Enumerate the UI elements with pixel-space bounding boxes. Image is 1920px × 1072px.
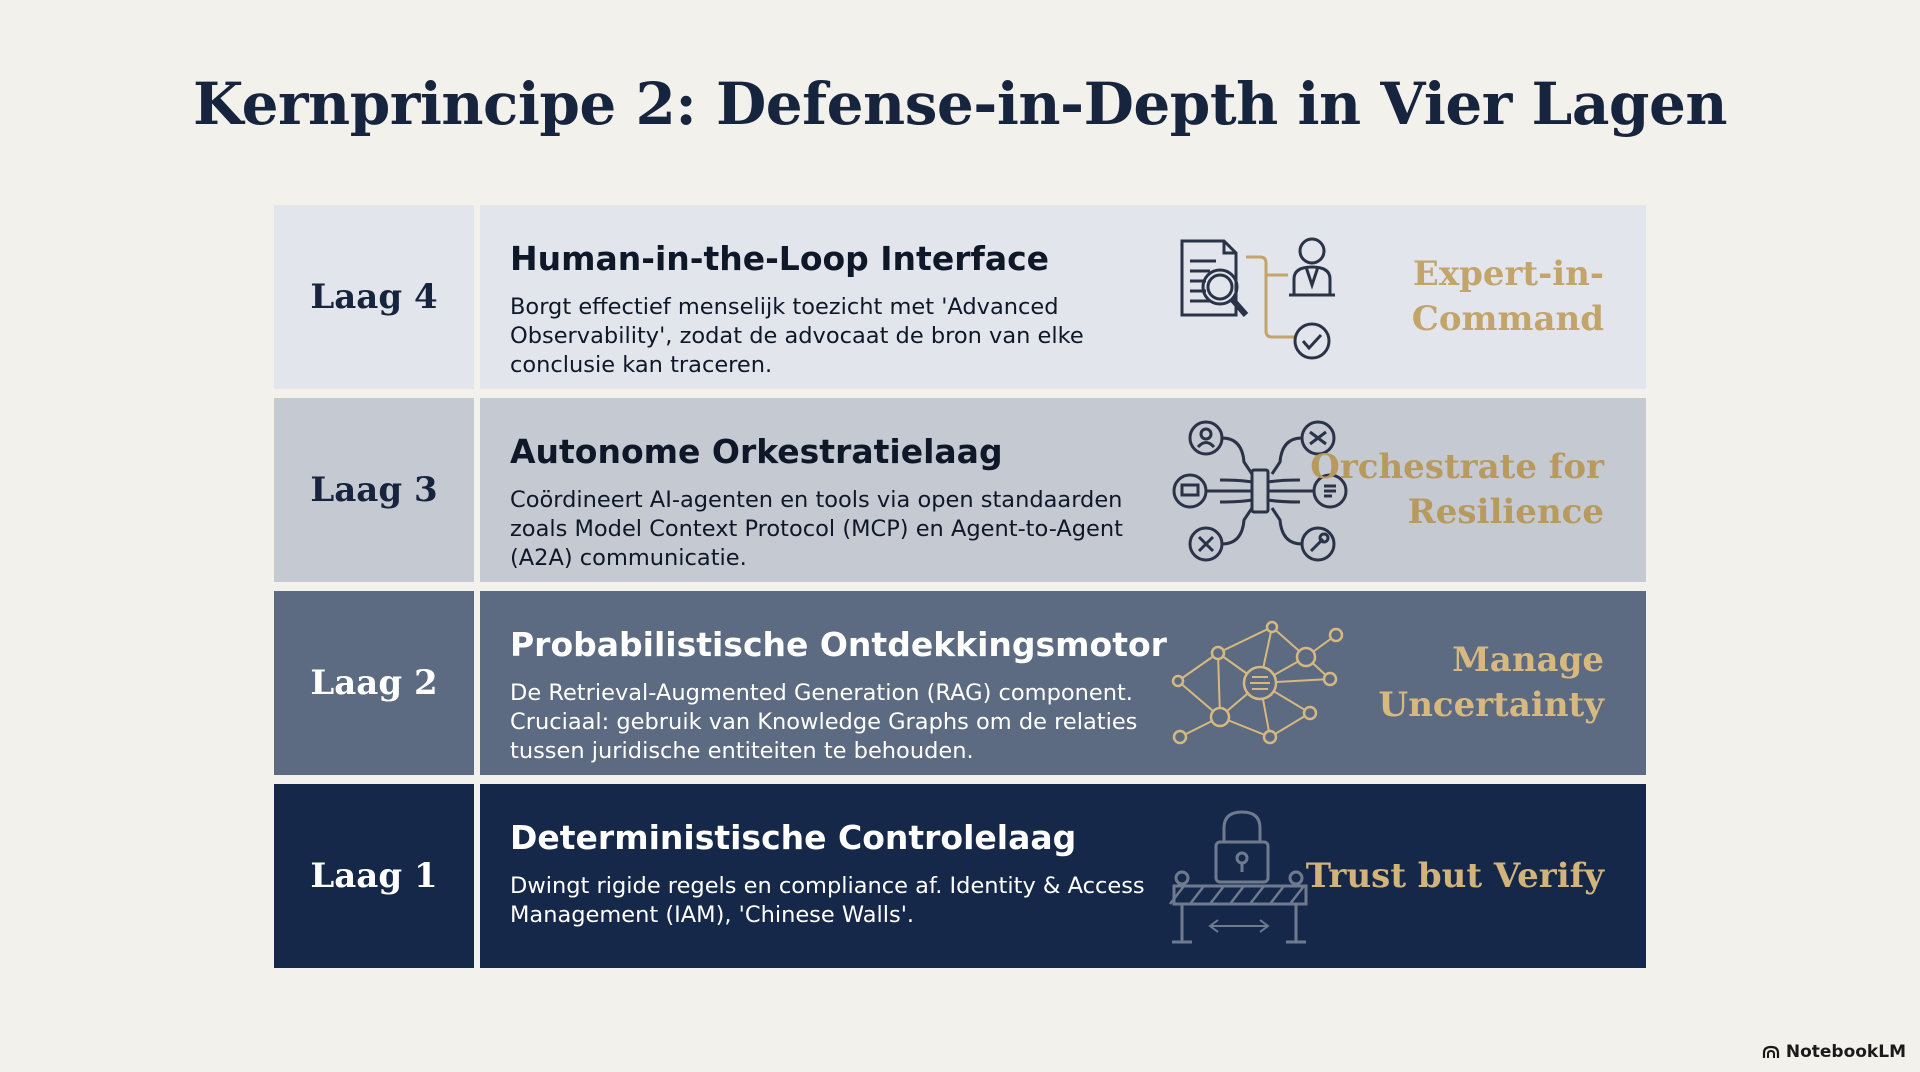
layer-description: Coördineert AI-agenten en tools via open standaarden zoals Model Context Protocol (MCP) en Agent-to-Agent (A2A) communicatie. xyxy=(510,487,1123,571)
layer-content xyxy=(480,591,1646,775)
brand-name: NotebookLM xyxy=(1785,1042,1906,1062)
notebooklm-logo-icon xyxy=(1762,1045,1780,1059)
layer-heading: Deterministische Controlelaag xyxy=(510,818,1077,857)
layer-tagline: Manage Uncertainty xyxy=(1378,640,1604,725)
layer-row-2 xyxy=(274,591,1646,775)
brand-watermark xyxy=(1762,1042,1906,1062)
layer-row-1 xyxy=(274,784,1646,968)
layer-content xyxy=(480,398,1646,582)
layer-heading: Human-in-the-Loop Interface xyxy=(510,239,1050,278)
layer-description: Dwingt rigide regels en compliance af. Identity & Access Management (IAM), 'Chinese Walls'. xyxy=(510,873,1145,928)
layer-tagline: Orchestrate for Resilience xyxy=(1310,447,1604,532)
layers-stack xyxy=(274,205,1646,977)
layer-label: Laag 1 xyxy=(274,784,474,968)
layer-description: Borgt effectief menselijk toezicht met 'Advanced Observability', zodat de advocaat de bron van elke conclusie kan traceren. xyxy=(510,294,1084,378)
layer-content xyxy=(480,784,1646,968)
layer-heading: Autonome Orkestratielaag xyxy=(510,432,1003,471)
layer-heading: Probabilistische Ontdekkingsmotor xyxy=(510,625,1167,664)
layer-label: Laag 3 xyxy=(274,398,474,582)
layer-row-3 xyxy=(274,398,1646,582)
layer-tagline: Trust but Verify xyxy=(1305,855,1604,896)
page-title: Kernprincipe 2: Defense-in-Depth in Vier Lagen xyxy=(192,70,1728,138)
layer-label: Laag 4 xyxy=(274,205,474,389)
layer-row-4 xyxy=(274,205,1646,389)
layer-label: Laag 2 xyxy=(274,591,474,775)
layer-description: De Retrieval-Augmented Generation (RAG) component. Cruciaal: gebruik van Knowledge Graphs om de relaties tussen juridische entiteiten te behouden. xyxy=(510,680,1138,764)
layer-tagline: Expert-in-Command xyxy=(1411,254,1604,339)
layer-content xyxy=(480,205,1646,389)
